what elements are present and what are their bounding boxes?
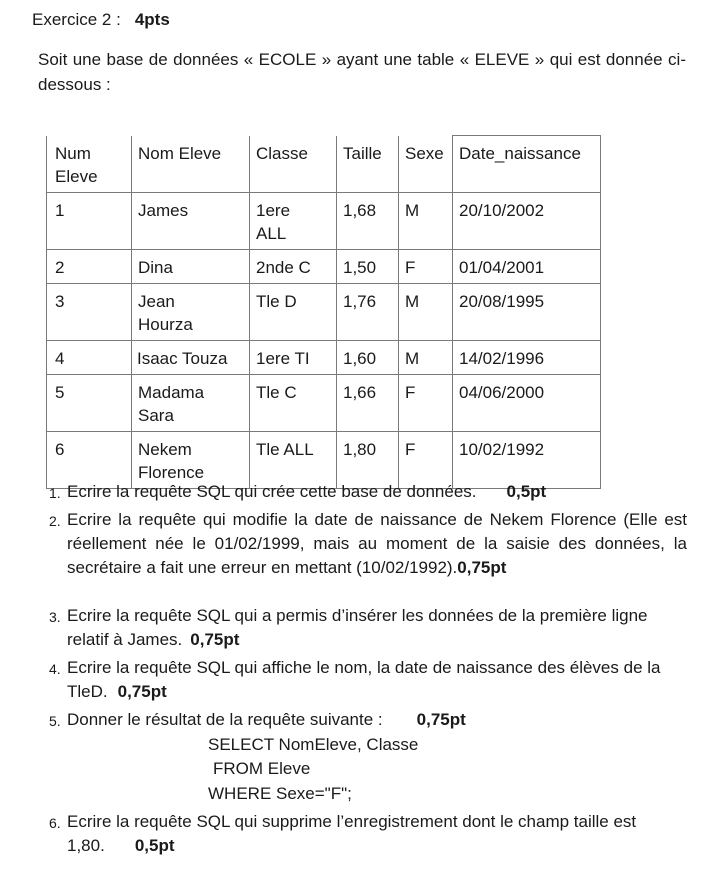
table-cell: 04/06/2000 [453, 375, 601, 432]
table-cell: 01/04/2001 [453, 250, 601, 284]
table-cell: 1,50 [337, 250, 399, 284]
question-2 [49, 508, 687, 580]
table-cell: M [399, 341, 453, 375]
table-cell: 1,66 [337, 375, 399, 432]
column-header: Sexe [399, 136, 453, 193]
table-cell: Tle ALL [250, 432, 337, 489]
sql-select-line: SELECT NomEleve, Classe [208, 735, 419, 754]
table-cell: M [399, 193, 453, 250]
eleve-table [46, 135, 601, 489]
question-text: Ecrire la requête SQL qui affiche le nom, la date de naissance des élèves de la TleD. [67, 658, 661, 701]
table-cell [132, 375, 250, 432]
exercise-label: Exercice 2 : [32, 10, 121, 29]
table-cell: Tle D [250, 284, 337, 341]
exercise-points: 4pts [134, 10, 170, 29]
table-cell: 20/10/2002 [453, 193, 601, 250]
column-header: Taille [337, 136, 399, 193]
table-cell: 3 [47, 284, 132, 341]
table-row [47, 250, 601, 284]
table-cell: Tle C [250, 375, 337, 432]
table-cell: F [399, 375, 453, 432]
sql-from-line: FROM Eleve [213, 759, 311, 778]
question-points: 0,75pt [190, 630, 240, 649]
sql-where-line: WHERE Sexe="F"; [208, 784, 352, 803]
table-cell: 6 [47, 432, 132, 489]
question-points: 0,5pt [134, 836, 175, 855]
question-text: Ecrire la requête SQL qui supprime l’enregistrement dont le champ taille est 1,80. [67, 812, 637, 855]
table-cell: Dina [132, 250, 250, 284]
question-number: 4. [49, 661, 61, 677]
table-cell: 2nde C [250, 250, 337, 284]
table-cell: 20/08/1995 [453, 284, 601, 341]
question-text: Donner le résultat de la requête suivante : [67, 710, 383, 729]
cell-wrap: 1ere ALL [256, 201, 291, 243]
table-cell: 1 [47, 193, 132, 250]
table-row [47, 375, 601, 432]
question-number: 2. [49, 513, 61, 529]
question-number: 1. [49, 485, 61, 501]
table-row [47, 341, 601, 375]
column-header: Classe [250, 136, 337, 193]
table-cell: 14/02/1996 [453, 341, 601, 375]
table-cell: F [399, 250, 453, 284]
cell-wrap: Nekem Florence [138, 440, 205, 482]
question-5 [49, 708, 687, 732]
cell-wrap: Jean Hourza [138, 292, 193, 334]
table-row [47, 193, 601, 250]
cell-wrap: Madama Sara [138, 383, 205, 425]
table-row [47, 284, 601, 341]
table-cell: 10/02/1992 [453, 432, 601, 489]
table-cell [250, 193, 337, 250]
question-1 [49, 480, 609, 504]
table-cell: Isaac Touza [132, 341, 250, 375]
question-text: Ecrire la requête qui modifie la date de naissance de Nekem Florence (Elle est réellement née le 01/02/1999, mais au moment de la saisie des données, la secrétaire a fait une erreur en mettant (10/02/1992). [67, 510, 687, 577]
table-cell: 1,60 [337, 341, 399, 375]
table-cell: 2 [47, 250, 132, 284]
table-cell: 1ere TI [250, 341, 337, 375]
question-3 [49, 604, 687, 652]
table-cell: 1,68 [337, 193, 399, 250]
table-cell: M [399, 284, 453, 341]
column-header: Nom Eleve [132, 136, 250, 193]
intro-paragraph: Soit une base de données « ECOLE » ayant une table « ELEVE » qui est donnée ci-dessous : [38, 50, 686, 94]
table-cell: 1,76 [337, 284, 399, 341]
table-cell [132, 284, 250, 341]
question-points: 0,75pt [117, 682, 167, 701]
question-points: 0,75pt [416, 710, 466, 729]
table-cell: James [132, 193, 250, 250]
question-6 [49, 810, 687, 858]
question-points: 0,5pt [506, 482, 547, 501]
question-points: 0,75pt [457, 558, 507, 577]
question-number: 6. [49, 815, 61, 831]
table-cell: 5 [47, 375, 132, 432]
table-cell: 1,80 [337, 432, 399, 489]
table-header-row [47, 136, 601, 193]
column-header: Date_naissance [453, 136, 601, 193]
table-cell: 4 [47, 341, 132, 375]
column-header: Num Eleve [47, 136, 132, 193]
table-cell: F [399, 432, 453, 489]
question-4 [49, 656, 687, 704]
question-text: Ecrire la requête SQL qui crée cette base de données. [67, 482, 477, 501]
question-number: 3. [49, 609, 61, 625]
question-text: Ecrire la requête SQL qui a permis d’insérer les données de la première ligne relatif à James. [67, 606, 648, 649]
exercise-title [32, 10, 170, 30]
question-number: 5. [49, 713, 61, 729]
